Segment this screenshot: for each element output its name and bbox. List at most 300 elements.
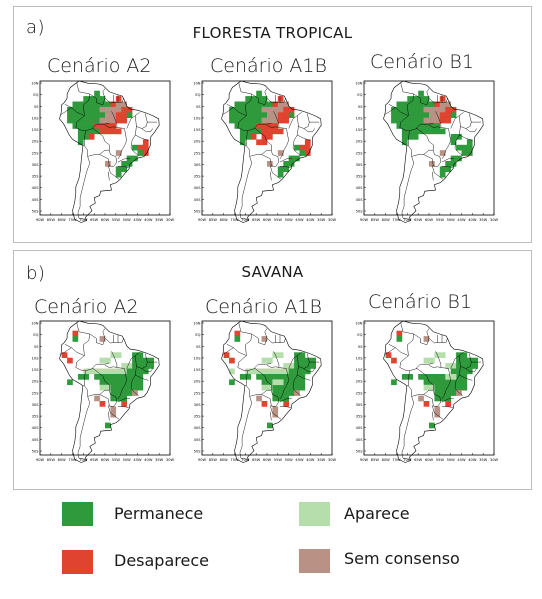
grid-cell-apar [100, 369, 106, 375]
grid-cell-desa [116, 112, 122, 118]
y-tick-label: 10S [193, 356, 201, 361]
grid-cell-perm [462, 145, 468, 151]
grid-cell-desa [121, 107, 127, 113]
y-tick-label: 5S [195, 104, 201, 109]
grid-cell-perm [235, 336, 241, 342]
grid-cell-apar [429, 385, 435, 391]
x-tick-label: 35W [479, 218, 488, 222]
grid-cell-perm [451, 156, 457, 162]
grid-cell-perm [418, 107, 424, 113]
grid-cell-perm [278, 374, 284, 380]
grid-cell-sem [116, 150, 122, 156]
grid-cell-sem [105, 118, 111, 124]
x-tick-label: 35W [317, 218, 326, 222]
grid-cell-perm [89, 96, 95, 102]
grid-cell-perm [440, 166, 446, 172]
x-tick-label: 80W [381, 458, 390, 462]
grid-cell-apar [262, 358, 268, 364]
legend-label-desaparece: Desaparece [114, 551, 209, 570]
grid-cell-perm [402, 134, 408, 140]
grid-cell-perm [138, 385, 144, 391]
grid-cell-perm [83, 123, 89, 129]
grid-cell-perm [132, 385, 138, 391]
grid-cell-desa [116, 118, 122, 124]
grid-cell-perm [116, 374, 122, 380]
grid-cell-perm [418, 91, 424, 97]
grid-cell-perm [300, 379, 306, 385]
legend-swatch-aparece [299, 502, 330, 526]
grid-cell-perm [235, 107, 241, 113]
grid-cell-perm [472, 358, 478, 364]
y-tick-label: 10S [193, 116, 201, 121]
y-tick-label: 50S [355, 449, 363, 454]
grid-cell-sem [262, 118, 268, 124]
y-tick-label: 45S [193, 197, 201, 202]
grid-cell-perm [413, 123, 419, 129]
legend-label-permanece: Permanece [114, 504, 204, 523]
grid-cell-perm [440, 374, 446, 380]
grid-cell-desa [116, 96, 122, 102]
grid-cell-perm [89, 118, 95, 124]
grid-cell-perm [413, 102, 419, 108]
grid-cell-perm [240, 374, 246, 380]
y-tick-label: 40S [31, 186, 39, 191]
grid-cell-perm [132, 363, 138, 369]
grid-cell-perm [407, 134, 413, 140]
grid-cell-perm [94, 112, 100, 118]
y-tick-label: 25S [31, 151, 39, 156]
x-tick-label: 35W [317, 458, 326, 462]
x-tick-label: 85W [46, 458, 55, 462]
y-tick-label: 45S [355, 437, 363, 442]
grid-cell-desa [440, 118, 446, 124]
grid-cell-perm [424, 374, 430, 380]
grid-cell-desa [391, 358, 397, 364]
grid-cell-apar [440, 352, 446, 358]
grid-cell-perm [402, 107, 408, 113]
grid-cell-perm [100, 112, 106, 118]
grid-cell-desa [289, 107, 295, 113]
x-tick-label: 65W [252, 458, 261, 462]
y-tick-label: 20S [193, 139, 201, 144]
grid-cell-perm [289, 374, 295, 380]
grid-cell-perm [294, 358, 300, 364]
grid-cell-perm [138, 379, 144, 385]
y-tick-label: 10N [31, 81, 39, 86]
grid-cell-perm [127, 369, 133, 375]
grid-cell-apar [267, 385, 273, 391]
grid-cell-desa [121, 112, 127, 118]
y-tick-label: 5S [33, 344, 39, 349]
x-tick-label: 30W [165, 218, 174, 222]
grid-cell-perm [278, 172, 284, 178]
grid-cell-perm [278, 385, 284, 391]
grid-cell-desa [127, 107, 133, 113]
x-tick-label: 35W [479, 458, 488, 462]
x-tick-label: 85W [370, 218, 379, 222]
grid-cell-perm [413, 134, 419, 140]
grid-cell-perm [294, 363, 300, 369]
x-tick-label: 90W [35, 218, 45, 222]
x-tick-label: 50W [446, 218, 455, 222]
grid-cell-perm [127, 390, 133, 396]
y-tick-label: 25S [193, 391, 201, 396]
map-savana-a2 [26, 317, 174, 471]
grid-cell-perm [116, 379, 122, 385]
x-tick-label: 40W [306, 218, 315, 222]
panel-a-scenario-a2-title: Cenário A2 [47, 55, 152, 77]
grid-cell-perm [289, 369, 295, 375]
grid-cell-sem [434, 406, 440, 412]
grid-cell-desa [386, 352, 392, 358]
grid-cell-perm [235, 112, 241, 118]
grid-cell-apar [267, 358, 273, 364]
grid-cell-perm [397, 107, 403, 113]
map-forest-a1b [188, 77, 336, 231]
grid-cell-perm [245, 123, 251, 129]
panel-a-scenario-a1b-title: Cenário A1B [210, 55, 327, 77]
grid-cell-perm [256, 374, 262, 380]
grid-cell-perm [445, 390, 451, 396]
grid-cell-perm [310, 363, 316, 369]
grid-cell-perm [283, 396, 289, 402]
x-tick-label: 60W [262, 458, 272, 462]
grid-cell-perm [413, 107, 419, 113]
grid-cell-perm [418, 112, 424, 118]
y-tick-label: 20S [193, 379, 201, 384]
grid-cell-perm [94, 118, 100, 124]
x-tick-label: 85W [370, 458, 379, 462]
y-tick-label: 10S [355, 356, 363, 361]
grid-cell-desa [262, 123, 268, 129]
grid-cell-desa [73, 331, 79, 337]
grid-cell-perm [278, 166, 284, 172]
x-tick-label: 50W [284, 458, 293, 462]
y-tick-label: EQ [195, 93, 201, 98]
grid-cell-perm [462, 358, 468, 364]
grid-cell-desa [451, 107, 457, 113]
grid-cell-perm [127, 374, 133, 380]
grid-cell-perm [440, 379, 446, 385]
grid-cell-perm [94, 374, 100, 380]
grid-cell-sem [116, 107, 122, 113]
x-tick-label: 30W [489, 458, 498, 462]
grid-cell-perm [100, 374, 106, 380]
grid-cell-desa [262, 134, 268, 140]
grid-cell-perm [245, 118, 251, 124]
grid-cell-perm [127, 156, 133, 162]
grid-cell-perm [456, 363, 462, 369]
x-tick-label: 50W [446, 458, 455, 462]
grid-cell-desa [283, 401, 289, 407]
grid-cell-apar [110, 369, 116, 375]
x-tick-label: 80W [57, 458, 66, 462]
grid-cell-perm [440, 172, 446, 178]
grid-cell-desa [100, 401, 106, 407]
x-tick-label: 40W [468, 458, 477, 462]
grid-cell-perm [456, 385, 462, 391]
y-tick-label: EQ [33, 333, 39, 338]
grid-cell-perm [391, 118, 397, 124]
grid-cell-desa [100, 123, 106, 129]
grid-cell-perm [289, 112, 295, 118]
x-tick-label: 75W [392, 218, 401, 222]
map-savana-a1b [188, 317, 336, 471]
y-tick-label: 45S [193, 437, 201, 442]
grid-cell-desa [251, 134, 257, 140]
y-tick-label: 30S [193, 402, 201, 407]
x-tick-label: 75W [392, 458, 401, 462]
grid-cell-apar [105, 385, 111, 391]
grid-cell-perm [289, 390, 295, 396]
grid-cell-sem [267, 112, 273, 118]
grid-cell-perm [73, 123, 79, 129]
x-tick-label: 65W [90, 218, 99, 222]
y-tick-label: 10S [31, 116, 39, 121]
y-tick-label: 35S [193, 414, 201, 419]
grid-cell-desa [94, 123, 100, 129]
grid-cell-perm [78, 134, 84, 140]
x-tick-label: 30W [327, 458, 336, 462]
grid-cell-perm [434, 385, 440, 391]
grid-cell-perm [451, 369, 457, 375]
grid-cell-perm [67, 118, 73, 124]
grid-cell-apar [278, 352, 284, 358]
grid-cell-sem [424, 118, 430, 124]
grid-cell-desa [278, 112, 284, 118]
grid-cell-perm [267, 374, 273, 380]
grid-cell-perm [240, 102, 246, 108]
grid-cell-perm [467, 363, 473, 369]
y-tick-label: 45S [31, 437, 39, 442]
grid-cell-perm [229, 118, 235, 124]
grid-cell-perm [251, 102, 257, 108]
grid-cell-sem [424, 107, 430, 113]
grid-cell-perm [116, 166, 122, 172]
grid-cell-perm [472, 363, 478, 369]
x-tick-label: 55W [111, 218, 120, 222]
panel-a-title: FLORESTA TROPICAL [192, 24, 353, 42]
y-tick-label: 35S [355, 414, 363, 419]
y-tick-label: 10N [193, 321, 201, 326]
grid-cell-desa [283, 118, 289, 124]
y-tick-label: 35S [31, 414, 39, 419]
y-tick-label: 15S [31, 368, 39, 373]
grid-cell-desa [256, 139, 262, 145]
grid-cell-perm [456, 379, 462, 385]
grid-cell-desa [105, 129, 111, 135]
grid-cell-perm [283, 161, 289, 167]
grid-cell-perm [245, 134, 251, 140]
y-tick-label: 50S [193, 449, 201, 454]
grid-cell-apar [121, 369, 127, 375]
grid-cell-apar [100, 358, 106, 364]
grid-cell-desa [229, 358, 235, 364]
x-tick-label: 75W [230, 458, 239, 462]
panel-a-scenario-b1-title: Cenário B1 [370, 51, 474, 73]
grid-cell-perm [424, 112, 430, 118]
grid-cell-perm [89, 102, 95, 108]
grid-cell-desa [272, 123, 278, 129]
x-tick-label: 85W [46, 218, 55, 222]
grid-cell-perm [73, 336, 79, 342]
grid-cell-perm [300, 358, 306, 364]
grid-cell-apar [289, 363, 295, 369]
grid-cell-perm [148, 363, 154, 369]
grid-cell-perm [294, 145, 300, 151]
grid-cell-perm [73, 112, 79, 118]
grid-cell-perm [67, 112, 73, 118]
legend-label-aparece: Aparece [344, 504, 410, 523]
grid-cell-perm [110, 385, 116, 391]
grid-cell-perm [251, 96, 257, 102]
grid-cell-perm [467, 358, 473, 364]
grid-cell-perm [240, 107, 246, 113]
grid-cell-sem [100, 107, 106, 113]
grid-cell-perm [235, 123, 241, 129]
grid-cell-desa [138, 145, 144, 151]
grid-cell-desa [440, 96, 446, 102]
legend-swatch-desaparece [62, 550, 93, 574]
x-tick-label: 60W [262, 218, 272, 222]
grid-cell-perm [73, 118, 79, 124]
x-tick-label: 30W [489, 218, 498, 222]
grid-cell-perm [402, 123, 408, 129]
grid-cell-apar [105, 369, 111, 375]
y-tick-label: 35S [193, 174, 201, 179]
grid-cell-desa [278, 96, 284, 102]
x-tick-label: 80W [57, 218, 66, 222]
grid-cell-perm [402, 102, 408, 108]
grid-cell-perm [251, 123, 257, 129]
grid-cell-desa [121, 401, 127, 407]
grid-cell-perm [418, 374, 424, 380]
y-tick-label: 30S [193, 162, 201, 167]
grid-cell-sem [105, 112, 111, 118]
grid-cell-perm [83, 129, 89, 135]
x-tick-label: 90W [359, 218, 369, 222]
y-tick-label: EQ [195, 333, 201, 338]
grid-cell-apar [100, 385, 106, 391]
y-tick-label: EQ [357, 93, 363, 98]
x-tick-label: 50W [284, 218, 293, 222]
x-tick-label: 70W [79, 458, 88, 462]
x-tick-label: 30W [165, 458, 174, 462]
grid-cell-perm [132, 358, 138, 364]
grid-cell-perm [83, 374, 89, 380]
grid-cell-perm [283, 390, 289, 396]
grid-cell-sem [110, 107, 116, 113]
grid-cell-perm [445, 396, 451, 402]
grid-cell-perm [434, 379, 440, 385]
grid-cell-perm [272, 374, 278, 380]
grid-cell-desa [278, 118, 284, 124]
grid-cell-perm [138, 358, 144, 364]
grid-cell-perm [105, 374, 111, 380]
x-tick-label: 45W [133, 218, 142, 222]
x-tick-label: 40W [468, 218, 477, 222]
grid-cell-perm [229, 112, 235, 118]
grid-cell-perm [434, 123, 440, 129]
grid-cell-perm [424, 102, 430, 108]
grid-cell-perm [397, 118, 403, 124]
y-tick-label: 10N [31, 321, 39, 326]
x-tick-label: 70W [403, 458, 412, 462]
grid-cell-perm [467, 145, 473, 151]
grid-cell-sem [418, 396, 424, 402]
y-tick-label: 25S [355, 391, 363, 396]
grid-cell-perm [256, 107, 262, 113]
grid-cell-perm [407, 129, 413, 135]
grid-cell-perm [100, 102, 106, 108]
x-tick-label: 35W [155, 218, 164, 222]
y-tick-label: 40S [31, 426, 39, 431]
grid-cell-sem [110, 118, 116, 124]
grid-cell-sem [272, 118, 278, 124]
grid-cell-perm [440, 385, 446, 391]
grid-cell-perm [143, 363, 149, 369]
grid-cell-desa [272, 129, 278, 135]
grid-cell-perm [300, 385, 306, 391]
grid-cell-perm [116, 172, 122, 178]
grid-cell-desa [262, 401, 268, 407]
grid-cell-apar [262, 385, 268, 391]
grid-cell-sem [100, 118, 106, 124]
legend-swatch-sem-consenso [299, 549, 330, 573]
y-tick-label: 50S [31, 209, 39, 214]
x-tick-label: 45W [295, 458, 304, 462]
grid-cell-sem [272, 406, 278, 412]
x-tick-label: 75W [68, 458, 77, 462]
grid-cell-perm [138, 150, 144, 156]
y-tick-label: 15S [193, 368, 201, 373]
grid-cell-perm [89, 112, 95, 118]
grid-cell-desa [235, 331, 241, 337]
grid-cell-perm [78, 102, 84, 108]
grid-cell-desa [110, 123, 116, 129]
grid-cell-perm [418, 123, 424, 129]
grid-cell-perm [310, 358, 316, 364]
grid-cell-apar [116, 369, 122, 375]
x-tick-label: 65W [414, 458, 423, 462]
grid-cell-desa [67, 358, 73, 364]
grid-cell-apar [451, 363, 457, 369]
grid-cell-perm [300, 150, 306, 156]
grid-cell-desa [100, 129, 106, 135]
grid-cell-desa [397, 331, 403, 337]
grid-cell-sem [94, 396, 100, 402]
y-tick-label: 20S [31, 139, 39, 144]
grid-cell-perm [256, 102, 262, 108]
y-tick-label: 40S [193, 186, 201, 191]
map-forest-a2 [26, 77, 174, 231]
grid-cell-perm [451, 390, 457, 396]
grid-cell-perm [94, 107, 100, 113]
grid-cell-perm [83, 118, 89, 124]
grid-cell-perm [456, 369, 462, 375]
panel-b-scenario-b1-title: Cenário B1 [368, 291, 472, 313]
grid-cell-perm [407, 123, 413, 129]
grid-cell-sem [434, 107, 440, 113]
x-tick-label: 40W [144, 218, 153, 222]
x-tick-label: 40W [306, 458, 315, 462]
x-tick-label: 80W [219, 218, 228, 222]
grid-cell-perm [132, 145, 138, 151]
x-tick-label: 50W [122, 218, 131, 222]
grid-cell-perm [391, 112, 397, 118]
grid-cell-perm [300, 374, 306, 380]
x-tick-label: 60W [424, 218, 434, 222]
